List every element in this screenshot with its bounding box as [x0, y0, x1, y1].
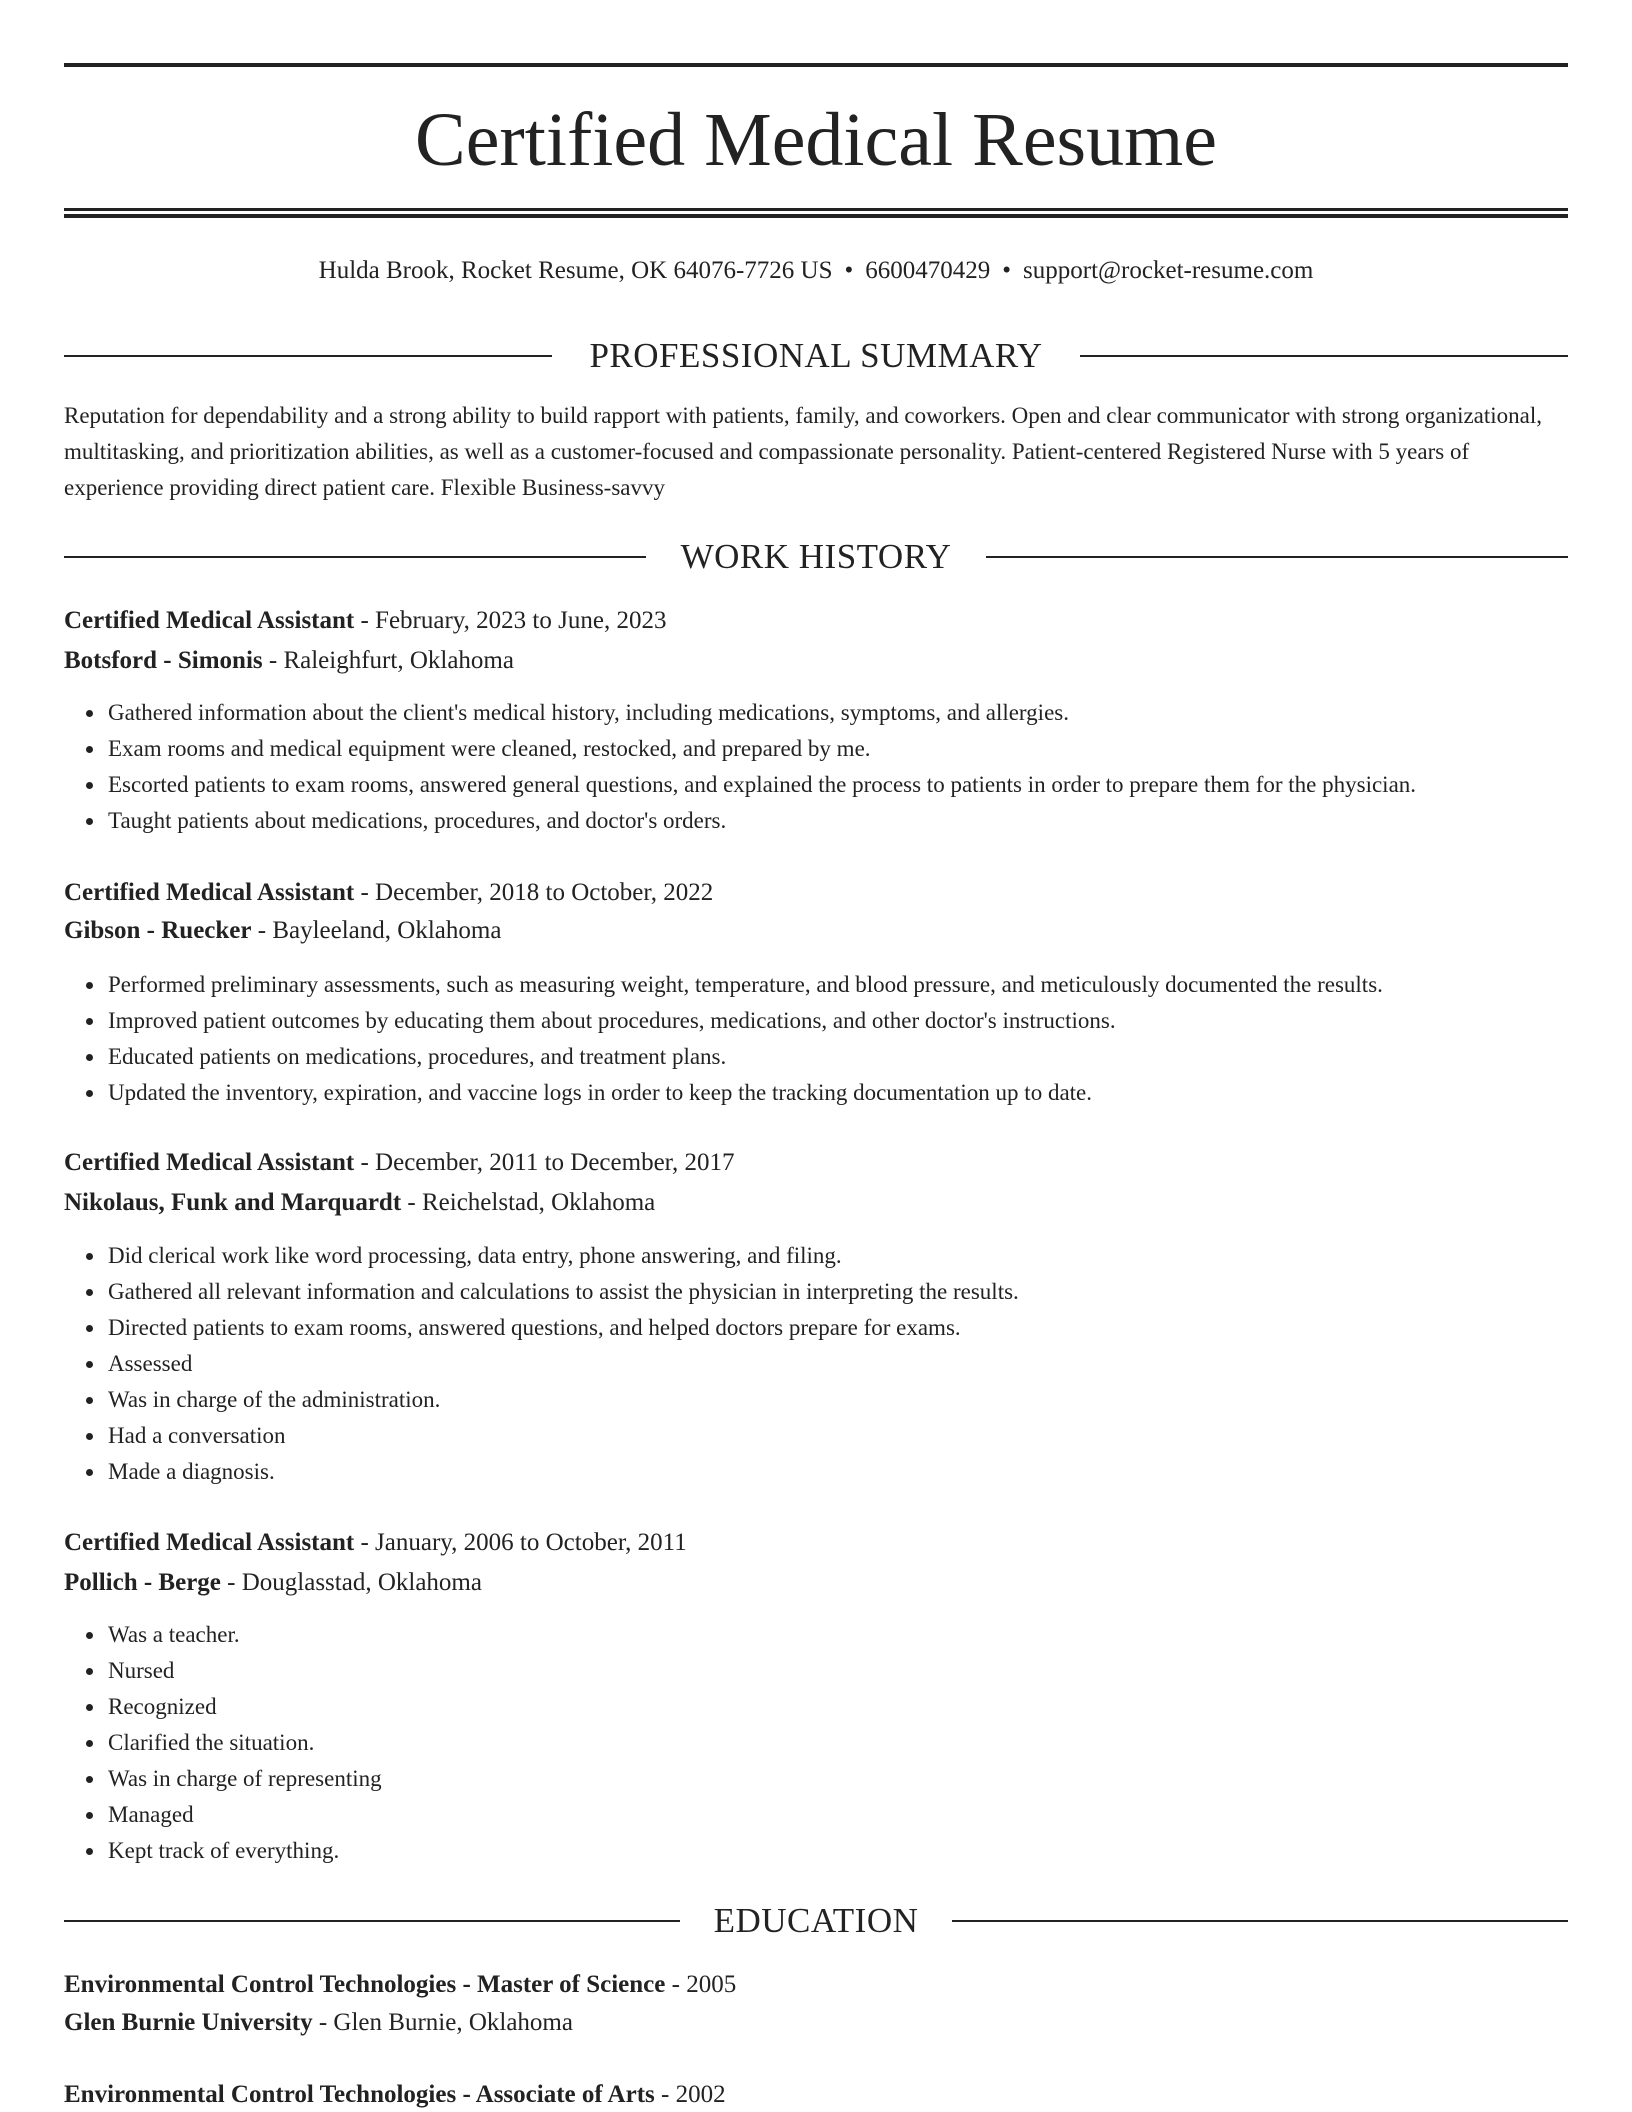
list-item: Clarified the situation. [108, 1725, 1568, 1761]
job-title-line [64, 876, 1568, 910]
list-item: Gathered information about the client's medical history, including medications, symptoms, and allergies. [108, 695, 1568, 731]
education-school: Glen Burnie University [64, 2009, 313, 2036]
job-company: Gibson - Ruecker [64, 917, 252, 944]
education-degree-line [64, 2078, 1568, 2112]
education-location: - Glen Burnie, Oklahoma [312, 2009, 573, 2036]
job-title: Certified Medical Assistant [64, 607, 355, 634]
list-item: Was in charge of representing [108, 1761, 1568, 1797]
summary-text: Reputation for dependability and a strong ability to build rapport with patients, family, and coworkers. Open and clear communicator with strong organizational, multitasking, and prioritization abilities, as well as a customer-focused and compassionate personality. Patient-centered Registered Nurse with 5 years of experience providing direct patient care. Flexible Business-savvy [64, 403, 1543, 500]
job-title-line [64, 1146, 1568, 1180]
education-school-line [64, 2006, 1568, 2040]
education-year: - 2005 [665, 1971, 737, 1998]
heading-label: WORK HISTORY [680, 537, 952, 576]
job-location: - Bayleeland, Oklahoma [251, 917, 502, 944]
title-double-rule [64, 208, 1568, 218]
job-dates: - February, 2023 to June, 2023 [354, 607, 667, 634]
job-dates: - December, 2018 to October, 2022 [354, 879, 714, 906]
job-company-line [64, 914, 1568, 948]
list-item: Did clerical work like word processing, data entry, phone answering, and filing. [108, 1238, 1568, 1274]
list-item: Gathered all relevant information and calculations to assist the physician in interpreting the results. [108, 1274, 1568, 1310]
education-degree: Environmental Control Technologies - Associate of Arts [64, 2081, 655, 2108]
list-item: Made a diagnosis. [108, 1454, 1568, 1490]
list-item: Kept track of everything. [108, 1833, 1568, 1869]
job-location: - Reichelstad, Oklahoma [401, 1189, 656, 1216]
list-item: Taught patients about medications, procedures, and doctor's orders. [108, 803, 1568, 839]
job-company: Botsford - Simonis [64, 647, 263, 674]
job-title: Certified Medical Assistant [64, 879, 355, 906]
education-year: - 2002 [654, 2081, 726, 2108]
list-item: Recognized [108, 1689, 1568, 1725]
job-location: - Douglasstad, Oklahoma [220, 1569, 482, 1596]
section-heading-work-history [64, 535, 1568, 579]
list-item: Educated patients on medications, procedures, and treatment plans. [108, 1039, 1568, 1075]
heading-rule-right [1080, 355, 1568, 357]
section-heading-education [64, 1899, 1568, 1943]
job-dates: - December, 2011 to December, 2017 [354, 1149, 735, 1176]
list-item: Escorted patients to exam rooms, answered general questions, and explained the process to patients in order to prepare them for the physician. [108, 767, 1568, 803]
list-item: Managed [108, 1797, 1568, 1833]
job-company-line [64, 644, 1568, 678]
job-company: Pollich - Berge [64, 1569, 221, 1596]
separator-dot: • [1002, 257, 1012, 284]
contact-email: support@rocket-resume.com [1023, 257, 1314, 284]
heading-label: EDUCATION [713, 1901, 919, 1940]
job-company-line [64, 1186, 1568, 1220]
list-item: Was in charge of the administration. [108, 1382, 1568, 1418]
list-item: Nursed [108, 1653, 1568, 1689]
job-location: - Raleighfurt, Oklahoma [262, 647, 514, 674]
list-item: Directed patients to exam rooms, answered questions, and helped doctors prepare for exams. [108, 1310, 1568, 1346]
job-dates: - January, 2006 to October, 2011 [354, 1529, 687, 1556]
job-company: Nikolaus, Funk and Marquardt [64, 1189, 402, 1216]
contact-line [64, 254, 1568, 288]
education-degree: Environmental Control Technologies - Master of Science [64, 1971, 666, 1998]
job-bullets [64, 1238, 1568, 1490]
separator-dot: • [844, 257, 854, 284]
list-item: Assessed [108, 1346, 1568, 1382]
top-rule [64, 63, 1568, 67]
list-item: Had a conversation [108, 1418, 1568, 1454]
list-item: Exam rooms and medical equipment were cleaned, restocked, and prepared by me. [108, 731, 1568, 767]
list-item: Was a teacher. [108, 1617, 1568, 1653]
job-title: Certified Medical Assistant [64, 1529, 355, 1556]
job-bullets [64, 967, 1568, 1111]
job-bullets [64, 1617, 1568, 1869]
heading-rule-right [986, 556, 1568, 558]
heading-label: PROFESSIONAL SUMMARY [589, 336, 1043, 375]
job-title-line [64, 604, 1568, 638]
resume-title: Certified Medical Resume [415, 98, 1217, 182]
list-item: Updated the inventory, expiration, and vaccine logs in order to keep the tracking documentation up to date. [108, 1075, 1568, 1111]
contact-address: Hulda Brook, Rocket Resume, OK 64076-7726 US [318, 257, 833, 284]
list-item: Improved patient outcomes by educating them about procedures, medications, and other doctor's instructions. [108, 1003, 1568, 1039]
section-heading-summary [64, 334, 1568, 378]
contact-phone: 6600470429 [865, 257, 991, 284]
job-bullets [64, 695, 1568, 839]
heading-rule-right [952, 1920, 1568, 1922]
list-item: Performed preliminary assessments, such as measuring weight, temperature, and blood pressure, and meticulously documented the results. [108, 967, 1568, 1003]
job-title: Certified Medical Assistant [64, 1149, 355, 1176]
job-title-line [64, 1526, 1568, 1560]
job-company-line [64, 1566, 1568, 1600]
education-degree-line [64, 1968, 1568, 2002]
